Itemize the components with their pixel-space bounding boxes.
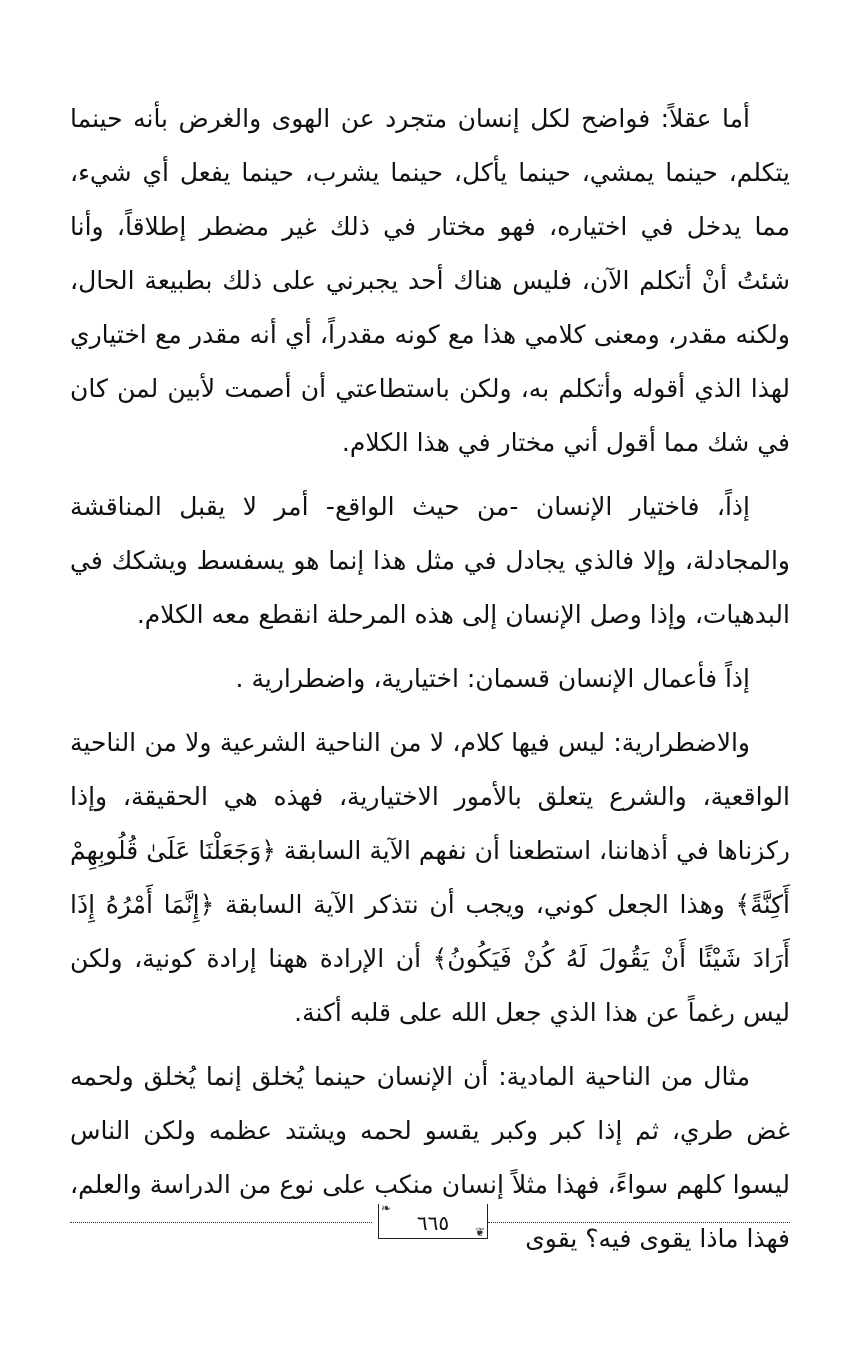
- ornament-icon: ❧: [381, 1201, 392, 1215]
- body-text: [70, 92, 790, 1276]
- footer-rule-right: [488, 1222, 790, 1223]
- footer-rule-left: [70, 1222, 372, 1223]
- page-footer: [70, 1200, 790, 1244]
- paragraph: والاضطرارية: ليس فيها كلام، لا من الناحية الشرعية ولا من الناحية الواقعية، والشرع يتعلق بالأمور الاختيارية، فهذه هي الحقيقة، وإذا ركزناها في أذهاننا، استطعنا أن نفهم الآية السابقة ﴿وَجَعَلْنَا عَلَىٰ قُلُوبِهِمْ أَكِنَّةً﴾ وهذا الجعل كوني، ويجب أن نتذكر الآية السابقة ﴿إِنَّمَا أَمْرُهُ إِذَا أَرَادَ شَيْئًا أَنْ يَقُولَ لَهُ كُنْ فَيَكُونُ﴾ أن الإرادة ههنا إرادة كونية، ولكن ليس رغماً عن هذا الذي جعل الله على قلبه أكنة.: [70, 728, 790, 1027]
- paragraph: إذاً فأعمال الإنسان قسمان: اختيارية، واضطرارية .: [235, 664, 750, 693]
- paragraph: أما عقلاً: فواضح لكل إنسان متجرد عن الهوى والغرض بأنه حينما يتكلم، حينما يمشي، حينما يأكل، حينما يشرب، حينما يفعل أي شيء، مما يدخل في اختياره، فهو مختار في ذلك غير مضطر إطلاقاً، وأنا شئتُ أنْ أتكلم الآن، فليس هناك أحد يجبرني على ذلك بطبيعة الحال، ولكنه مقدر، ومعنى كلامي هذا مع كونه مقدراً، أي أنه مقدر مع اختياري لهذا الذي أقوله وأتكلم به، ولكن باستطاعتي أن أصمت لأبين لمن كان في شك مما أقول أني مختار في هذا الكلام.: [70, 104, 790, 457]
- page-number: ٦٦٥: [416, 1211, 450, 1235]
- paragraph: إذاً، فاختيار الإنسان -من حيث الواقع- أمر لا يقبل المناقشة والمجادلة، وإلا فالذي يجادل في مثل هذا إنما هو يسفسط ويشكك في البدهيات، وإذا وصل الإنسان إلى هذه المرحلة انقطع معه الكلام.: [70, 492, 790, 629]
- page-number-frame: [378, 1201, 488, 1239]
- paragraph: مثال من الناحية المادية: أن الإنسان حينما يُخلق إنما يُخلق ولحمه غض طري، ثم إذا كبر وكبر يقسو لحمه ويشتد عظمه ولكن الناس ليسوا كلهم سواءً، فهذا مثلاً إنسان منكب على نوع من الدراسة والعلم، فهذا ماذا يقوى فيه؟ يقوى: [70, 1062, 790, 1253]
- ornament-icon: ❦: [474, 1225, 485, 1239]
